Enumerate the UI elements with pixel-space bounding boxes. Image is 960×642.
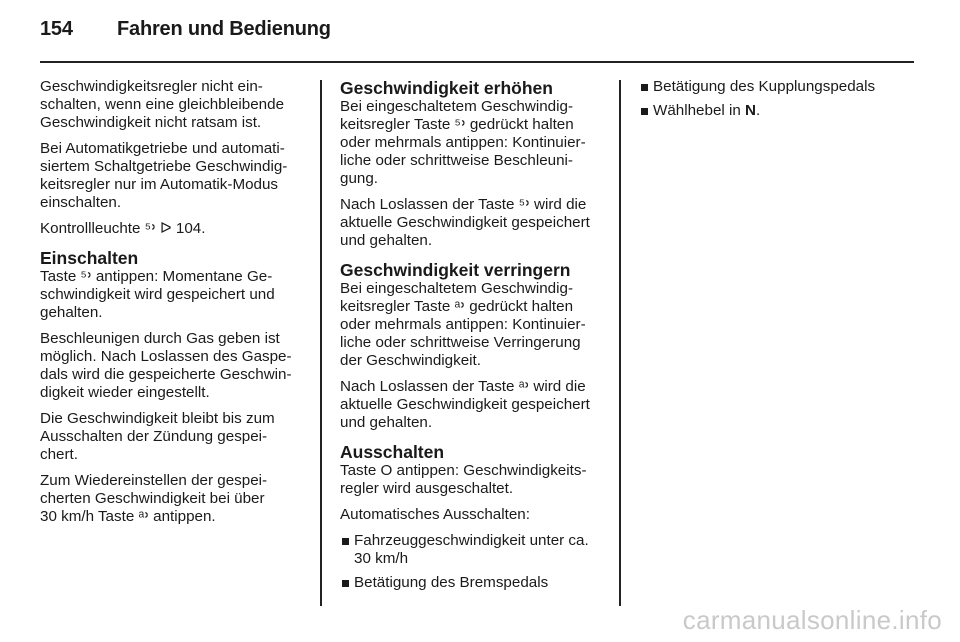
list-item: Wählhebel in N. — [639, 102, 909, 120]
bullet-square-icon — [641, 84, 648, 91]
page-title: Fahren und Bedienung — [117, 18, 331, 40]
paragraph-indicator-ref: Kontrollleuchte ⁵᠈ ᐅ 104. — [40, 220, 206, 237]
list-item: Betätigung des Kupplungspedals — [639, 78, 909, 96]
paragraph-decrease-release: Nach Loslassen der Taste ᵃ᠈ wird die aktuelle Geschwindigkeit gespeichert und gehalten. — [340, 378, 590, 431]
heading-erhoehen: Geschwindigkeit erhöhen — [340, 78, 553, 98]
column-3 — [639, 78, 909, 126]
column-divider-1 — [320, 80, 322, 606]
column-1 — [40, 78, 308, 534]
paragraph-increase-release: Nach Loslassen der Taste ⁵᠈ wird die aktuelle Geschwindigkeit gespeichert und gehalten. — [340, 196, 590, 249]
paragraph-decrease: Bei eingeschaltetem Geschwindig- keitsregler Taste ᵃ᠈ gedrückt halten oder mehrmals antippen: Kontinuier- liche oder schrittweise Verringerung der Geschwindigkeit. — [340, 280, 586, 369]
page-header — [40, 18, 920, 48]
bullet-square-icon — [342, 580, 349, 587]
paragraph-resume: Zum Wiedereinstellen der gespei- cherten Geschwindigkeit bei über 30 km/h Taste ᵃ᠈ antippen. — [40, 472, 268, 525]
paragraph-stored: Die Geschwindigkeit bleibt bis zum Ausschalten der Zündung gespei- chert. — [40, 410, 275, 463]
list-item: Betätigung des Bremspedals — [340, 574, 610, 592]
bullet-square-icon — [342, 538, 349, 545]
column-2 — [340, 78, 610, 598]
paragraph-increase: Bei eingeschaltetem Geschwindig- keitsregler Taste ⁵᠈ gedrückt halten oder mehrmals antippen: Kontinuier- liche oder schrittweise Beschleuni- gung. — [340, 98, 586, 187]
list-item: Fahrzeuggeschwindigkeit unter ca. 30 km/h — [340, 532, 610, 568]
heading-verringern: Geschwindigkeit verringern — [340, 260, 571, 280]
watermark: carmanualsonline.info — [682, 605, 942, 635]
paragraph-auto-off: Automatisches Ausschalten: — [340, 506, 530, 523]
paragraph-tap-set: Taste ⁵᠈ antippen: Momentane Ge- schwindigkeit wird gespeichert und gehalten. — [40, 268, 275, 321]
header-divider — [40, 61, 914, 63]
paragraph-warning: Geschwindigkeitsregler nicht ein- schalten, wenn eine gleichbleibende Geschwindigkeit nicht ratsam ist. — [40, 78, 285, 131]
paragraph-automatic: Bei Automatikgetriebe und automati- siertem Schaltgetriebe Geschwindig- keitsregler nur im Automatik-Modus einschalten. — [40, 140, 288, 211]
paragraph-accelerate: Beschleunigen durch Gas geben ist möglich. Nach Loslassen des Gaspe- dals wird die gespeicherte Geschwin- digkeit wieder eingestellt. — [40, 330, 292, 401]
heading-ausschalten: Ausschalten — [340, 442, 445, 462]
page-number: 154 — [40, 18, 73, 40]
bullet-square-icon — [641, 108, 648, 115]
heading-einschalten: Einschalten — [40, 248, 139, 268]
column-divider-2 — [619, 80, 621, 606]
paragraph-switch-off: Taste O antippen: Geschwindigkeits- regler wird ausgeschaltet. — [340, 462, 587, 497]
